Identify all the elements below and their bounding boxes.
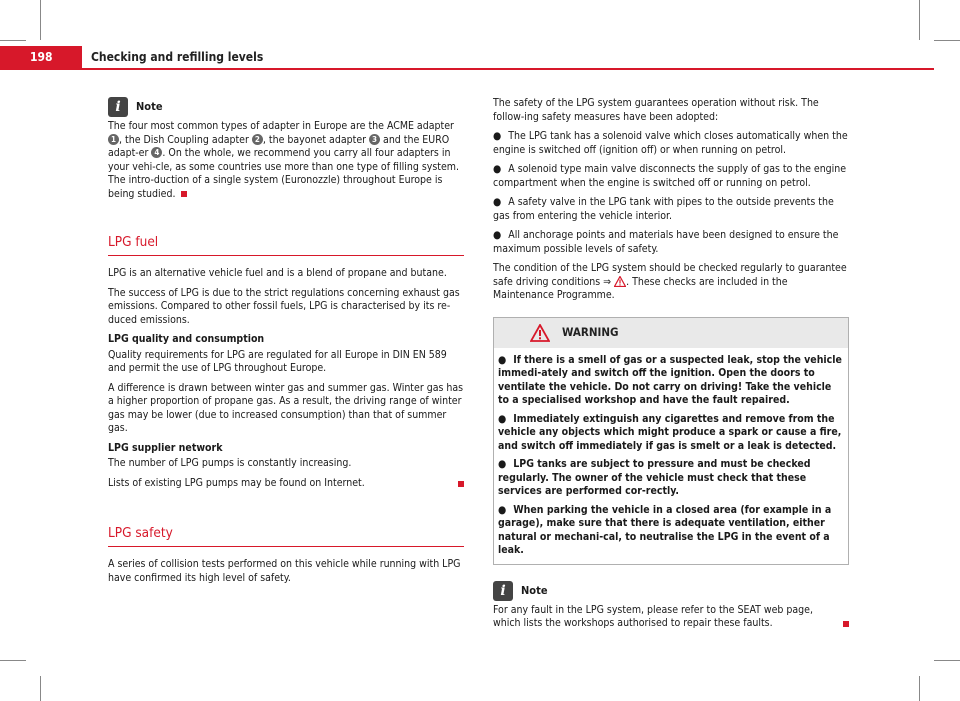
note-text: The four most common types of adapter in Europe are the ACME adapter 1 , the Dish Coupling adapter 2 , the bayonet adapter 3 and the EURO adapt-er 4 . On the whole, we recommend you carry all four adapters in your vehi-cle, as some countries use more than one type of filling system. The intro-duction of a single system (Euronozzle) throughout Europe is being studied. — [108, 120, 459, 200]
warning-item: ● LPG tanks are subject to pressure and must be checked regularly. The owner of the vehicle must check that these services are performed cor-rectly. — [498, 458, 811, 497]
safety-list — [493, 130, 849, 256]
warning-header — [494, 318, 848, 348]
info-icon: i — [108, 97, 128, 117]
paragraph: LPG is an alternative vehicle fuel and is a blend of propane and butane. — [108, 267, 447, 279]
warning-icon — [530, 324, 550, 342]
note-text: For any fault in the LPG system, please refer to the SEAT web page, which lists the workshops authorised to repair these faults. — [493, 604, 849, 631]
warning-box — [493, 317, 849, 565]
crop-mark — [0, 40, 26, 41]
note-heading — [493, 581, 849, 601]
section-end-mark — [181, 191, 187, 197]
callout-badge-3: 3 — [369, 134, 380, 145]
warning-icon[interactable] — [614, 276, 626, 287]
paragraph: Lists of existing LPG pumps may be found on Internet. — [108, 477, 464, 491]
paragraph: A difference is drawn between winter gas and summer gas. Winter gas has a higher proportion of propane gas. As a result, the driving range of winter gas may be lower (due to increased consumption) than that of summer gas. — [108, 381, 464, 434]
section-end-mark — [843, 621, 849, 627]
paragraph: Quality requirements for LPG are regulated for all Europe in DIN EN 589 and permit the use of LPG throughout Europe. — [108, 348, 447, 374]
crop-mark — [919, 676, 920, 701]
section-heading-lpg-safety: LPG safety — [108, 524, 464, 547]
left-column — [108, 97, 464, 591]
warning-item: ● When parking the vehicle in a closed area (for example in a garage), make sure that there is adequate ventilation, either natural or mechani-cal, to neutralise the LPG in the event of a leak. — [498, 503, 832, 556]
note-heading — [108, 97, 464, 117]
page-title: Checking and refilling levels — [91, 50, 264, 64]
list-item: ● A safety valve in the LPG tank with pipes to the outside prevents the gas from entering the vehicle interior. — [493, 196, 834, 222]
right-column — [493, 97, 849, 637]
paragraph: The success of LPG is due to the strict regulations concerning exhaust gas emissions. Compared to other fossil fuels, LPG is characterised by its re-duced emissions. — [108, 286, 460, 326]
section-end-mark — [458, 481, 464, 487]
page-number: 198 — [0, 46, 82, 68]
paragraph: The number of LPG pumps is constantly increasing. — [108, 457, 352, 469]
paragraph: The safety of the LPG system guarantees operation without risk. The follow-ing safety measures have been adopted: — [493, 97, 819, 123]
callout-badge-2: 2 — [252, 134, 263, 145]
header-rule — [0, 68, 934, 70]
crop-mark — [934, 40, 960, 41]
paragraph: A series of collision tests performed on this vehicle while running with LPG have confirmed its high level of safety. — [108, 558, 461, 584]
crop-mark — [40, 0, 41, 40]
warning-item: ● If there is a smell of gas or a suspected leak, stop the vehicle immedi-ately and switch off the ignition. Open the doors to ventilate the vehicle. Do not carry on driving! Take the vehicle to a specialised workshop and have the fault repaired. — [498, 353, 842, 406]
crop-mark — [934, 660, 960, 661]
warning-label: WARNING — [562, 324, 619, 339]
list-item: ● All anchorage points and materials have been designed to ensure the maximum possible levels of safety. — [493, 229, 839, 255]
crop-mark — [919, 0, 920, 40]
subheading: LPG supplier network — [108, 441, 223, 454]
note-label: Note — [136, 100, 163, 114]
callout-badge-4: 4 — [151, 147, 162, 158]
subheading: LPG quality and consumption — [108, 333, 265, 345]
crop-mark — [40, 676, 41, 701]
info-icon: i — [493, 581, 513, 601]
warning-body — [494, 348, 848, 564]
section-heading-lpg-fuel: LPG fuel — [108, 233, 464, 256]
note-label: Note — [521, 583, 548, 597]
list-item: ● A solenoid type main valve disconnects the supply of gas to the engine compartment when the engine is switched off or running on petrol. — [493, 163, 847, 189]
warning-item: ● Immediately extinguish any cigarettes and remove from the vehicle any objects which might produce a spark or cause a fire, and switch off immediately if gas is smelt or a leak is detected. — [498, 412, 842, 452]
crop-mark — [0, 660, 26, 661]
paragraph: The condition of the LPG system should be checked regularly to guarantee safe driving conditions ⇒ . These checks are included in the Maintenance Programme. — [493, 262, 847, 301]
callout-badge-1: 1 — [108, 134, 119, 145]
list-item: ● The LPG tank has a solenoid valve which closes automatically when the engine is switched off (ignition off) or when running on petrol. — [493, 130, 848, 156]
